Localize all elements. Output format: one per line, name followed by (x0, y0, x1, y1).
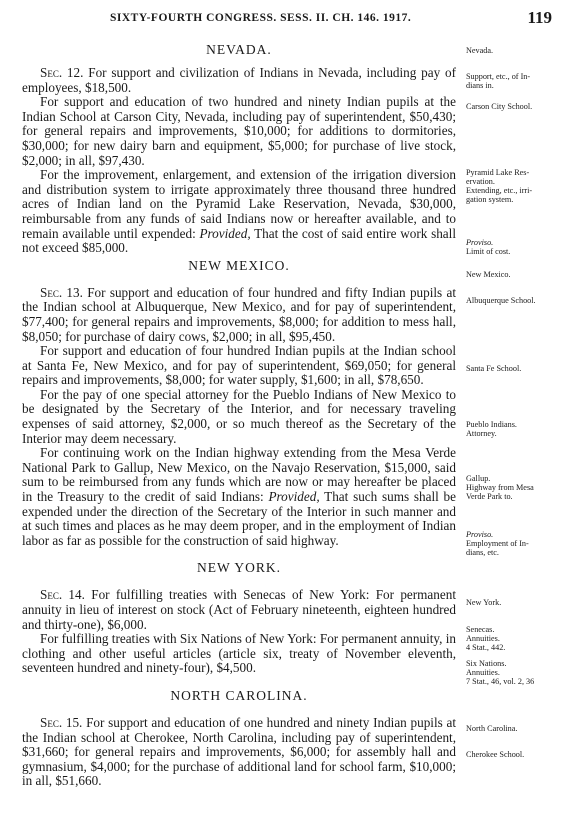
paragraph (22, 66, 456, 95)
margin-note (466, 46, 576, 55)
margin-note-line: Employment of In- (466, 539, 529, 548)
margin-note (466, 750, 576, 759)
paragraph-text: For support and education of two hundred and ninety Indian pupils at the Indian School at Carson City, Nevada, including pay of superintendent, $50,430; for general repairs and improvements, $10,000; for additions to dormitories, $30,000; for new dairy barn and equipment, $5,000; for purchase of live stock, $2,000; in all, $97,430. (22, 94, 456, 168)
margin-note-line: Santa Fe School. (466, 364, 522, 373)
margin-note-line: 4 Stat., 442. (466, 643, 506, 652)
margin-note (466, 530, 576, 557)
section-heading-new-york: NEW YORK. (197, 560, 281, 576)
margin-note-line: Highway from Mesa (466, 483, 534, 492)
main-text (22, 42, 456, 789)
margin-note-line: North Carolina. (466, 724, 518, 733)
margin-note-line: ervation. (466, 177, 495, 186)
paragraph-text: That such sums shall be expended under the direction of the Secretary of the Interior in such manner and at such times and places as he may deem proper, and in the employment of Indian labor as far as possible for the construction of said highway. (22, 489, 456, 548)
paragraph (22, 344, 456, 388)
margin-note (466, 270, 576, 279)
paragraph-text: For support and education of one hundred and ninety Indian pupils at the Indian school at Cherokee, North Carolina, including pay of superintendent, $31,660; for general repairs and improvements, $6,000; for assembly hall and gymnasium, $4,000; for the purchase of additional land for school farm, $10,000; in all, $51,660. (22, 714, 456, 789)
margin-note-line: dians in. (466, 81, 494, 90)
paragraph (22, 716, 456, 789)
paragraph (22, 95, 456, 168)
page-number: 119 (527, 8, 552, 27)
margin-note-line: 7 Stat., 46, vol. 2, 36 (466, 677, 535, 686)
margin-note-line: Extending, etc., irri- (466, 186, 533, 195)
section-number: Sec. 15. (40, 714, 83, 730)
margin-note-line: New York. (466, 598, 502, 607)
paragraph-text: For fulfilling treaties with Senecas of New York: For permanent annuity in lieu of interest on stock (Act of February nineteenth, eighteen hundred and thirty-one), $6,000. (22, 587, 456, 632)
margin-note (466, 659, 576, 686)
margin-note-line: Six Nations. (466, 659, 507, 668)
margin-note-line: Limit of cost. (466, 247, 511, 256)
margin-note-line: Albuquerque School. (466, 296, 536, 305)
paragraph (22, 286, 456, 344)
margin-note-line: Senecas. (466, 625, 495, 634)
paragraph (22, 446, 456, 548)
proviso-italic: Provided, (199, 225, 251, 241)
margin-note-line: Carson City School. (466, 102, 533, 111)
section-number: Sec. 13. (40, 284, 83, 300)
margin-note-line: Nevada. (466, 46, 494, 55)
margin-note-line: Proviso. (466, 530, 494, 539)
margin-note-line: Pueblo Indians. (466, 420, 517, 429)
margin-note-line: Annuities. (466, 668, 500, 677)
paragraph-text: For support and civilization of Indians in Nevada, including pay of employees, $18,500. (22, 65, 456, 95)
margin-note (466, 102, 576, 111)
margin-note (466, 238, 576, 256)
paragraph (22, 632, 456, 676)
margin-note-line: Cherokee School. (466, 750, 525, 759)
margin-note (466, 474, 576, 501)
paragraph-text: For support and education of four hundred and fifty Indian pupils at the Indian school at Albuquerque, New Mexico, and for pay of superintendent, $77,400; for general repairs and improvements, $8,000; for addition to mess hall, $8,050; for purchase of dairy cows, $2,000; in all, $95,450. (22, 284, 456, 344)
paragraph-text: For fulfilling treaties with Six Nations of New York: For permanent annuity, in clothing and other useful articles (article six, treaty of November eleventh, seventeen hundred and ninety-four), $4,500. (22, 631, 456, 676)
running-head: SIXTY-FOURTH CONGRESS. SESS. II. CH. 146. 1917. (110, 12, 412, 24)
margin-note-line: New Mexico. (466, 270, 511, 279)
margin-note-line: gation system. (466, 195, 514, 204)
paragraph (22, 168, 456, 256)
section-number: Sec. 12. (40, 65, 84, 80)
paragraph (22, 588, 456, 632)
paragraph-text: For support and education of four hundred Indian pupils at the Indian school at Santa Fe, New Mexico, and for pay of superintendent, $69,050; for general repairs and improvements, $8,000; for water supply, $1,600; in all, $78,650. (22, 343, 456, 388)
margin-note (466, 296, 576, 305)
margin-note (466, 420, 576, 438)
paragraph (22, 388, 456, 446)
proviso-italic: Provided, (268, 489, 320, 505)
paragraph-text: For continuing work on the Indian highway extending from the Mesa Verde National Park to Gallup, New Mexico, on the Navajo Reservation, $15,000, said sum to be reimbursed from any funds which are now or may hereafter be placed in the Treasury to the credit of said Indians: (22, 445, 456, 505)
margin-notes (466, 0, 574, 825)
margin-note-line: Attorney. (466, 429, 497, 438)
margin-note (466, 625, 576, 652)
margin-note (466, 724, 576, 733)
paragraph-text: For the improvement, enlargement, and extension of the irrigation diversion and distribution system to irrigate approximately three thousand three hundred acres of Indian land on the Pyramid Lake Reservation, Nevada, $30,000, reimbursable from any funds of said Indians now or hereafter available, and to remain available until expended: (22, 167, 456, 241)
margin-note (466, 168, 576, 204)
margin-note-line: Verde Park to. (466, 492, 513, 501)
section-heading-new-mexico: NEW MEXICO. (188, 257, 290, 273)
section-heading-north-carolina: NORTH CAROLINA. (170, 687, 308, 703)
section-heading-nevada: NEVADA. (206, 42, 272, 57)
margin-note-line: Gallup. (466, 474, 491, 483)
margin-note-line: dians, etc. (466, 548, 499, 557)
margin-note-line: Support, etc., of In- (466, 72, 531, 81)
margin-note-line: Annuities. (466, 634, 500, 643)
margin-note-line: Proviso. (466, 238, 494, 247)
paragraph-text: For the pay of one special attorney for the Pueblo Indians of New Mexico to be designated by the Secretary of the Interior, and for necessary traveling expenses of said attorney, $2,000, or so much thereof as the Secretary of the Interior may deem necessary. (22, 386, 456, 446)
section-number: Sec. 14. (40, 587, 85, 603)
margin-note (466, 598, 576, 607)
margin-note (466, 364, 576, 373)
margin-note (466, 72, 576, 90)
margin-note-line: Pyramid Lake Res- (466, 168, 530, 177)
paragraph-text: That the cost of said entire work shall not exceed $85,000. (22, 225, 456, 256)
